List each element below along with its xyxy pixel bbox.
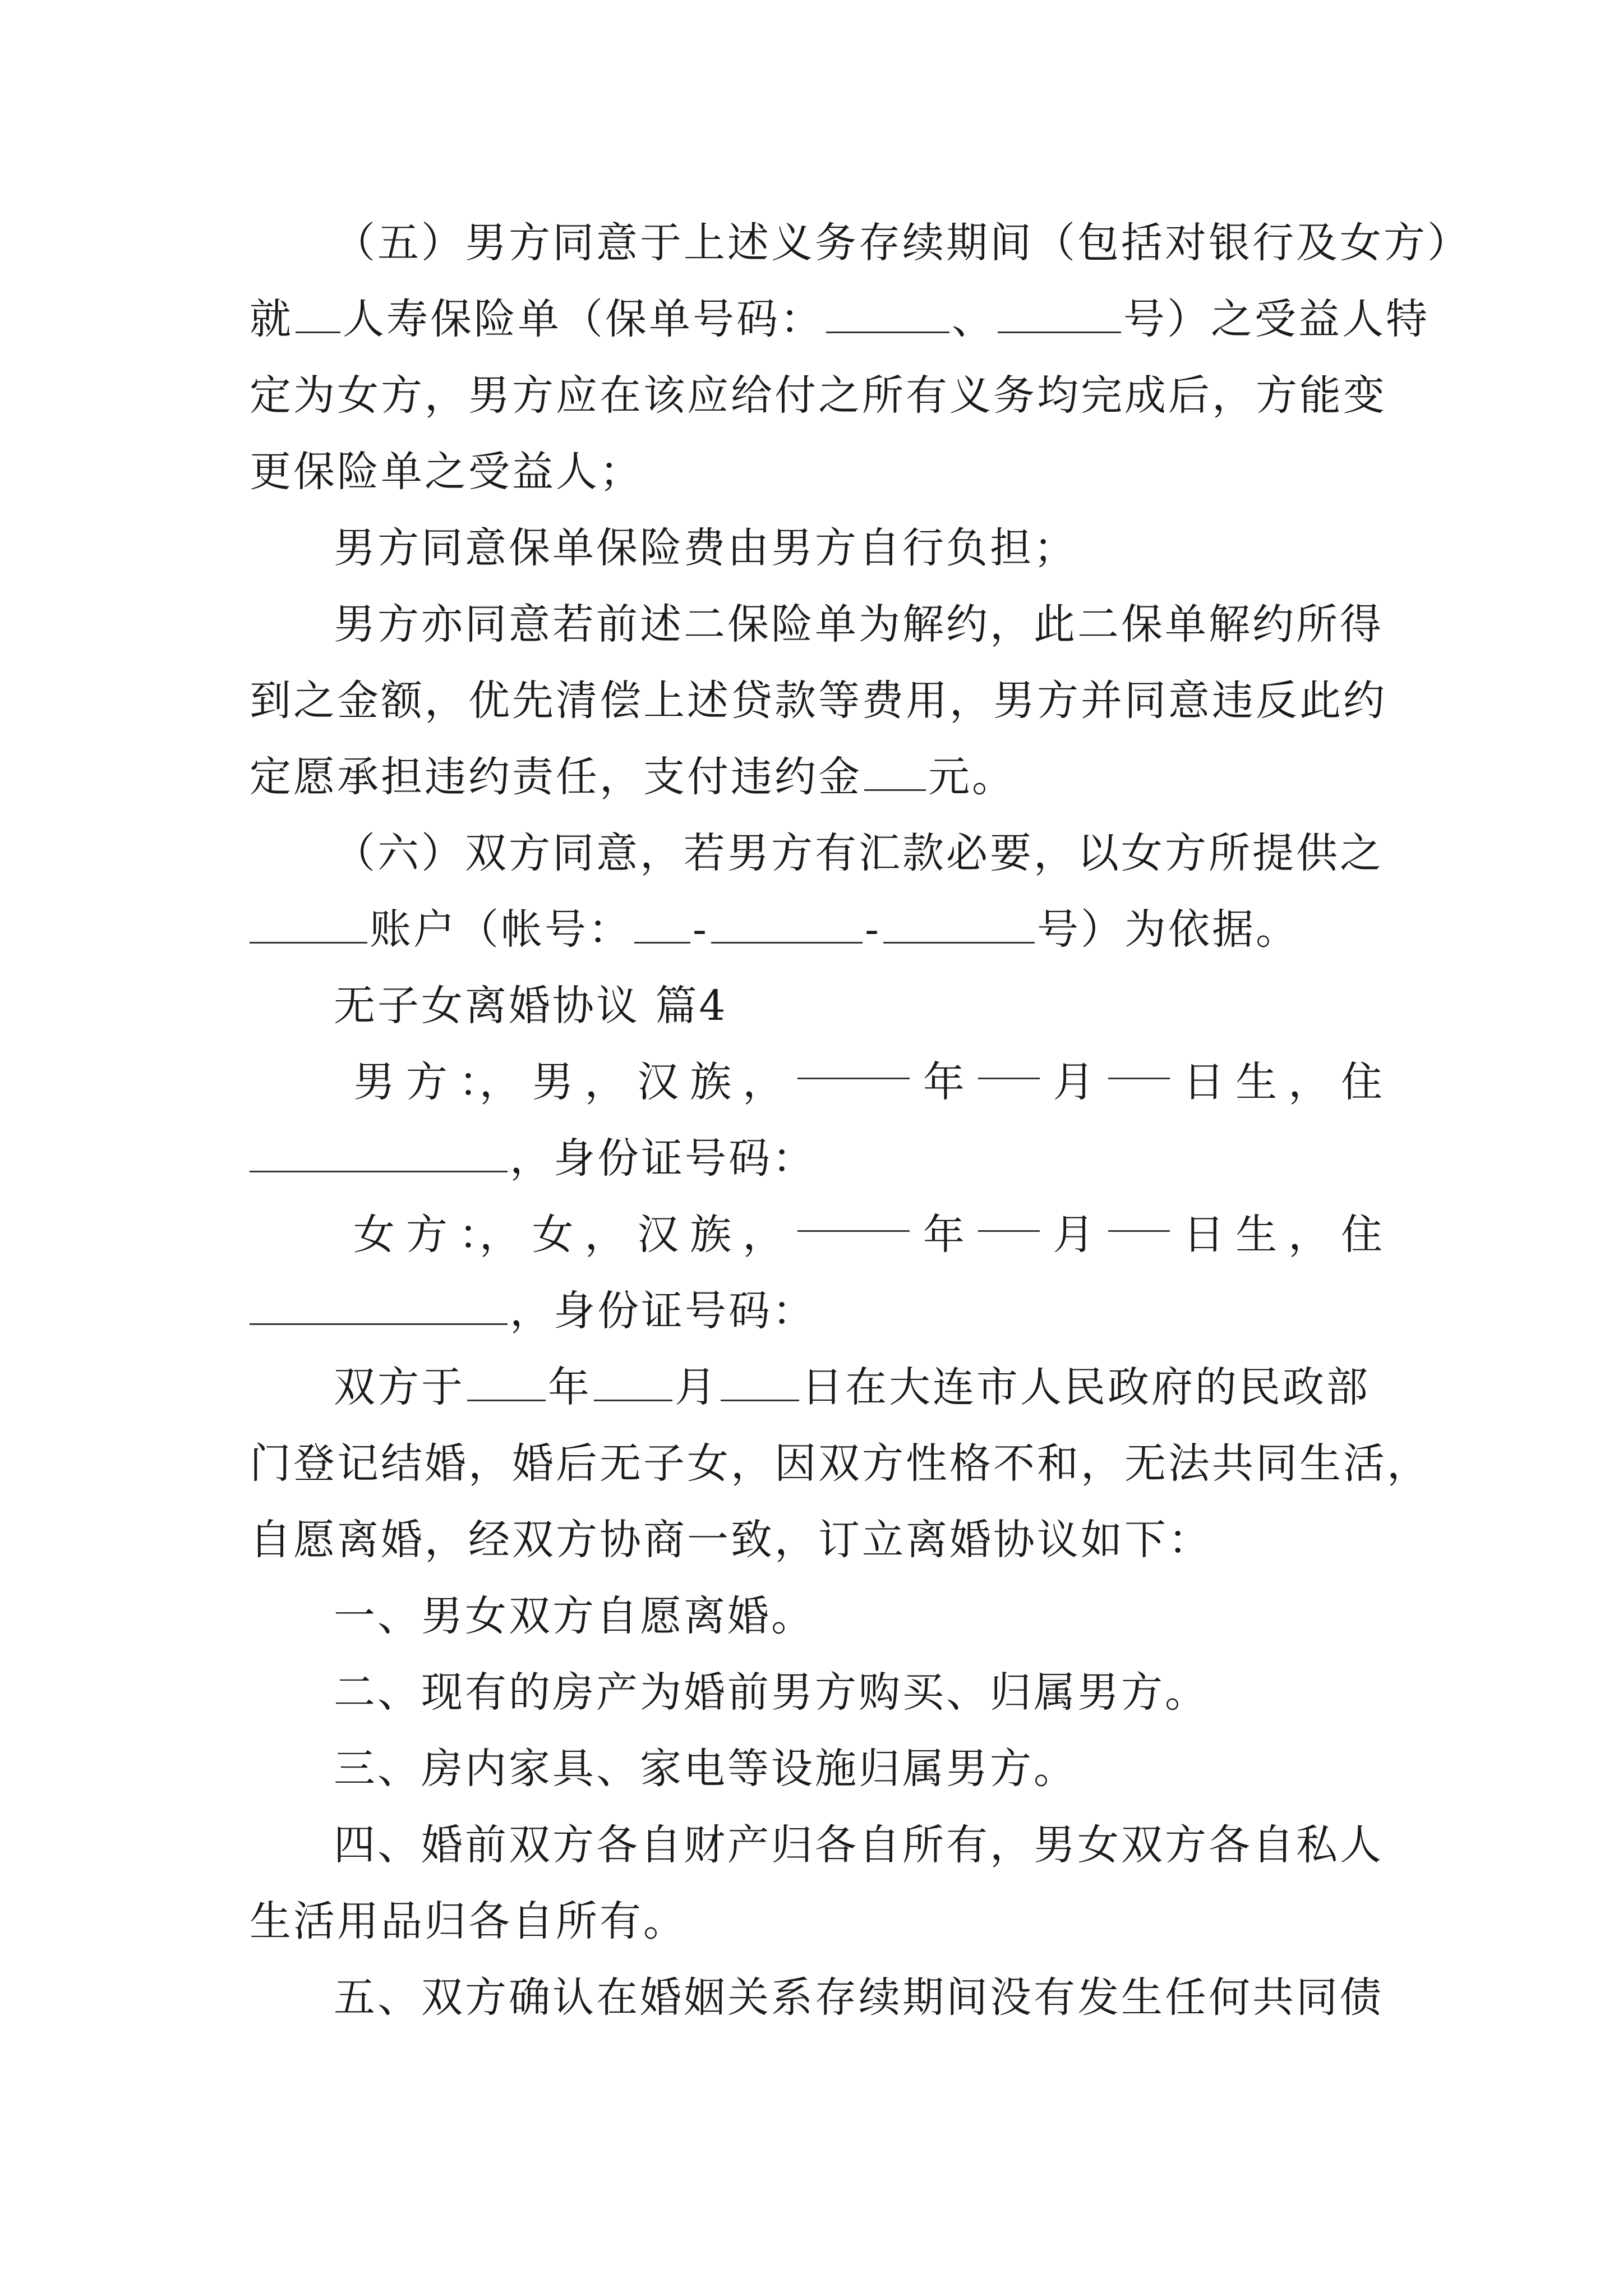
text: 女 [532, 1211, 574, 1259]
text: 年 [923, 1211, 965, 1259]
text: 住 [1341, 1058, 1382, 1106]
blank-line [634, 908, 690, 944]
blank-line [998, 298, 1121, 333]
blank-line [1108, 1197, 1170, 1232]
paragraph-line [250, 662, 1387, 739]
paragraph-line [250, 1883, 1382, 1959]
text: 男 [532, 1058, 574, 1106]
text: ，身份证号码： [510, 1287, 816, 1335]
text: 族 [690, 1058, 732, 1106]
paragraph-line [250, 434, 1382, 510]
text: 人寿保险单（保单号码： [343, 295, 824, 343]
text: 生 [1235, 1211, 1278, 1259]
blank-line [250, 1290, 508, 1325]
text: ，身份证号码： [510, 1134, 816, 1182]
blank-line [721, 1366, 799, 1401]
paragraph-line [250, 281, 1430, 357]
text: 年 [548, 1363, 592, 1411]
blank-line [250, 908, 367, 944]
paragraph-line [250, 891, 1382, 968]
blank-line [711, 908, 863, 944]
text: 月 [675, 1363, 718, 1411]
paragraph-line [250, 815, 1382, 891]
text: 号）为依据。 [1037, 905, 1300, 954]
text: 自愿离婚，经双方协商一致，订立离婚协议如下： [250, 1516, 1212, 1564]
blank-line [1108, 1044, 1170, 1079]
text: 日 [1183, 1211, 1225, 1259]
text: 一、男女双方自愿离婚。 [334, 1592, 815, 1640]
text: 方 [405, 1211, 448, 1259]
paragraph-line [250, 586, 1382, 662]
text: 住 [1341, 1211, 1382, 1259]
blank-line [250, 1137, 508, 1172]
text: ， [743, 1211, 785, 1259]
text: ， [584, 1211, 626, 1259]
text: 、 [952, 295, 995, 343]
paragraph-line [250, 357, 1387, 434]
blank-line [883, 908, 1035, 944]
text: 元。 [928, 753, 1016, 801]
text: ， [1288, 1058, 1330, 1106]
text: 汉 [637, 1058, 679, 1106]
text: 四、婚前双方各自财产归各自所有，男女双方各自私人 [334, 1821, 1384, 1869]
text: ， [1288, 1211, 1330, 1259]
blank-line [978, 1044, 1040, 1079]
text: 生活用品归各自所有。 [250, 1897, 687, 1945]
paragraph-line [250, 1273, 1382, 1349]
text: 男方同意保单保险费由男方自行负担； [334, 524, 1077, 572]
text: 男 [353, 1058, 395, 1106]
text: ， [584, 1058, 626, 1106]
text: ， [743, 1058, 785, 1106]
text: - [693, 905, 709, 954]
blank-line [797, 1044, 910, 1079]
section-heading [250, 968, 1382, 1044]
text: 就 [250, 295, 293, 343]
text: 号）之受益人特 [1123, 295, 1430, 343]
text: 方 [405, 1058, 448, 1106]
text: （五）男方同意于上述义务存续期间（包括对银行及女方） [334, 219, 1471, 267]
party-line-female [250, 1197, 1382, 1273]
party-line-male [250, 1044, 1382, 1120]
text: ：， [458, 1058, 521, 1106]
text: 日在大连市人民政府的民政部 [801, 1363, 1370, 1411]
text: 日 [1183, 1058, 1225, 1106]
text: 男方亦同意若前述二保险单为解约，此二保单解约所得 [334, 600, 1384, 648]
text: 月 [1053, 1211, 1095, 1259]
paragraph-line [250, 1349, 1382, 1425]
document-body [250, 205, 1471, 2036]
text: 双方于 [334, 1363, 465, 1411]
blank-line [797, 1197, 910, 1232]
text: 年 [923, 1058, 965, 1106]
paragraph-line [250, 1425, 1431, 1502]
list-item [250, 1731, 1382, 1807]
text: 五、双方确认在婚姻关系存续期间没有发生任何共同债 [334, 1973, 1384, 2022]
text: 定为女方，男方应在该应给付之所有义务均完成后，方能变 [250, 371, 1387, 420]
text: 生 [1235, 1058, 1278, 1106]
list-item [250, 1959, 1382, 2036]
blank-line [594, 1366, 672, 1401]
text: - [865, 905, 882, 954]
text: ：， [458, 1211, 521, 1259]
blank-line [467, 1366, 546, 1401]
text: 女 [353, 1211, 395, 1259]
text: 更保险单之受益人； [250, 448, 643, 496]
blank-line [978, 1197, 1040, 1232]
blank-line [864, 756, 926, 791]
text: 门登记结婚，婚后无子女，因双方性格不和，无法共同生活， [250, 1439, 1431, 1488]
paragraph-line [250, 1502, 1382, 1578]
text: 账户（帐号： [370, 905, 632, 954]
text: 二、现有的房产为婚前男方购买、归属男方。 [334, 1668, 1209, 1717]
paragraph-line [250, 510, 1382, 586]
text: 三、房内家具、家电等设施归属男方。 [334, 1745, 1077, 1793]
text: （六）双方同意，若男方有汇款必要，以女方所提供之 [334, 829, 1384, 877]
blank-line [296, 298, 340, 333]
paragraph-line [250, 1120, 1382, 1197]
list-item [250, 1578, 1382, 1654]
paragraph-line [250, 205, 1471, 281]
blank-line [826, 298, 949, 333]
text: 定愿承担违约责任，支付违约金 [250, 753, 862, 801]
list-item [250, 1807, 1382, 1883]
text: 汉 [637, 1211, 679, 1259]
text: 到之金额，优先清偿上述贷款等费用，男方并同意违反此约 [250, 677, 1387, 725]
text: 族 [690, 1211, 732, 1259]
text: 无子女离婚协议 篇4 [334, 982, 728, 1030]
list-item [250, 1654, 1382, 1731]
paragraph-line [250, 739, 1382, 815]
text: 月 [1053, 1058, 1095, 1106]
